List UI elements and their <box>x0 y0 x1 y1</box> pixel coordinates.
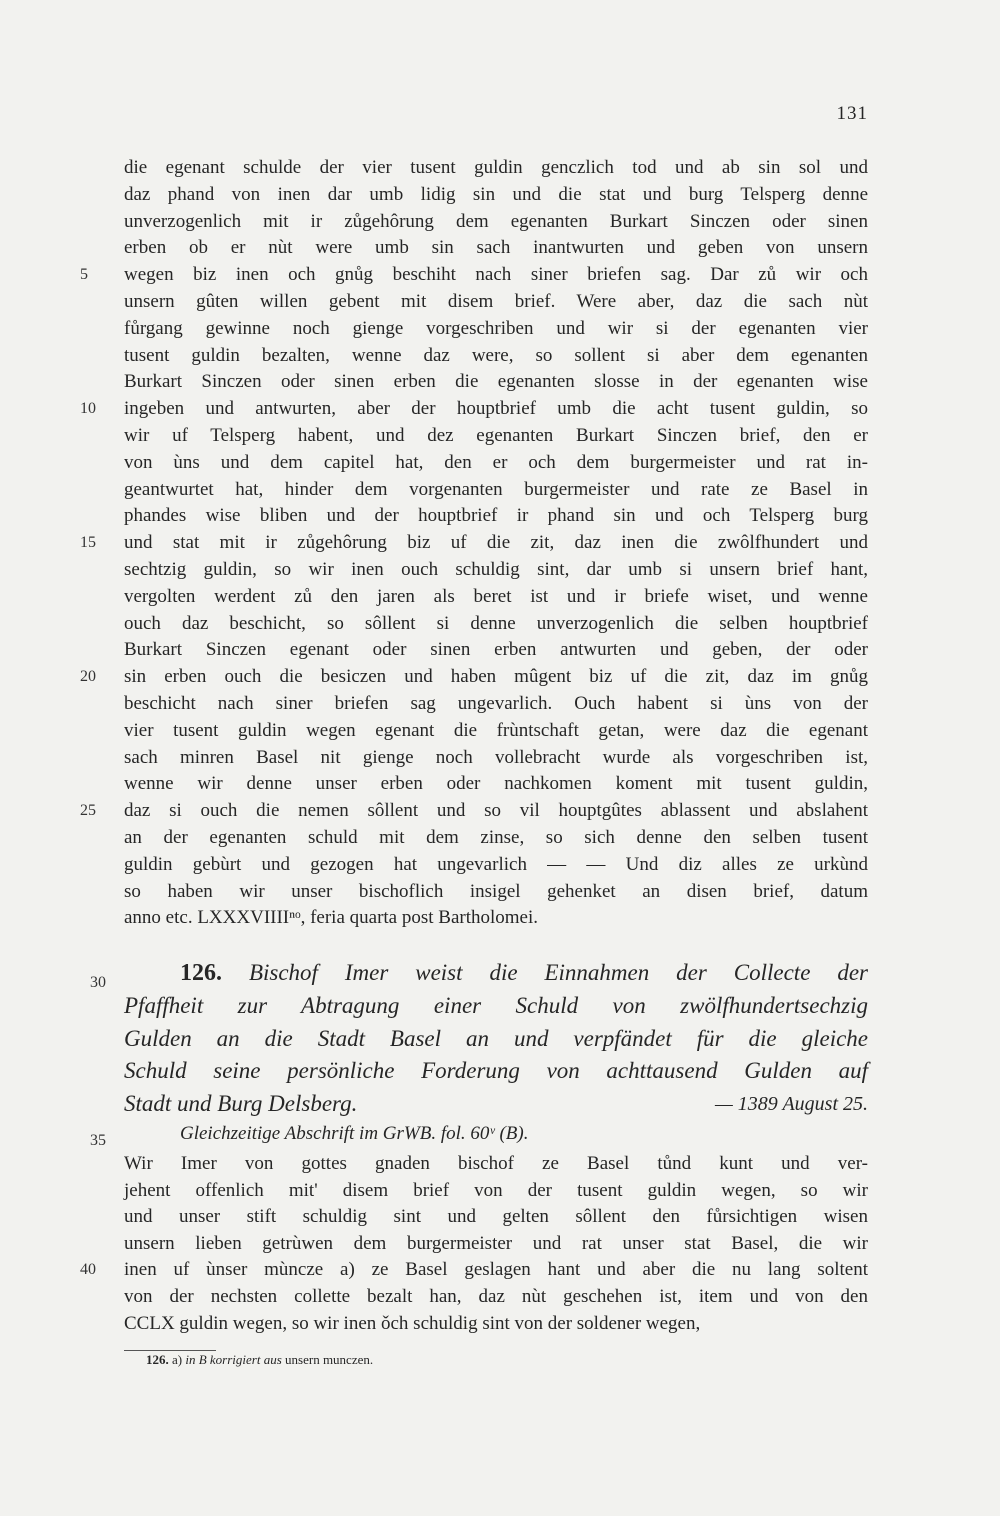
line-text: sechtzig guldin, so wir inen ouch schuldig sint, dar umb si unsern brief hant, <box>124 558 868 580</box>
document-date: — 1389 August 25. <box>715 1093 868 1116</box>
text-line <box>124 905 868 932</box>
text-line <box>80 530 868 557</box>
line-number: 20 <box>80 668 96 686</box>
line-text: Burkart Sinczen oder sinen erben die egenanten slosse in der egenanten wise <box>124 371 868 393</box>
text-line <box>124 1284 868 1311</box>
text-line <box>124 343 868 370</box>
line-number: 5 <box>80 266 88 284</box>
text-line <box>124 745 868 772</box>
footnote-text: unsern munczen. <box>285 1352 374 1367</box>
line-number: 15 <box>80 534 96 552</box>
text-line <box>124 209 868 236</box>
text-line <box>80 664 868 691</box>
text-line <box>124 825 868 852</box>
text-line <box>124 1311 868 1338</box>
text-line <box>80 798 868 825</box>
text-line <box>124 235 868 262</box>
line-text: anno etc. LXXXVIIIIⁿᵒ, feria quarta post Bartholomei. <box>124 907 539 929</box>
line-number: 40 <box>80 1261 96 1279</box>
text-line <box>80 1257 868 1284</box>
text-line <box>124 611 868 638</box>
heading-line-2: Pfaffheit zur Abtragung einer Schuld von zwölfhundertsechzig <box>124 992 868 1018</box>
line-text: sin erben ouch die besiczen und haben mûgent biz uf die zit, daz im gnůg <box>124 666 868 688</box>
text-line <box>124 771 868 798</box>
line-number: 10 <box>80 400 96 418</box>
text-line <box>124 316 868 343</box>
body-text-bottom <box>80 1151 868 1337</box>
heading-line-1 <box>124 957 868 990</box>
line-number: 25 <box>80 802 96 820</box>
line-text: daz phand von inen dar umb lidig sin und die stat und burg Telsperg denne <box>124 183 868 205</box>
line-text: von der nechsten collette bezalt han, daz nùt geschehen ist, item und von den <box>124 1285 868 1307</box>
line-text: Wir Imer von gottes gnaden bischof ze Basel tůnd kunt und ver- <box>124 1153 868 1174</box>
line-text: erben ob er nùt were umb sin sach inantwurten und geben von unsern <box>124 237 868 259</box>
text-line <box>124 1231 868 1258</box>
source-note: Gleichzeitige Abschrift im GrWB. fol. 60ᵛ (B). <box>180 1123 529 1144</box>
line-text: die egenant schulde der vier tusent guldin genczlich tod und ab sin sol und <box>124 157 868 178</box>
heading-text-5: Stadt und Burg Delsberg. <box>124 1091 358 1117</box>
line-text: wegen biz inen och gnůg beschiht nach siner briefen sag. Dar zů wir och <box>124 264 868 286</box>
text-line <box>124 155 868 182</box>
line-text: daz si ouch die nemen sôllent und so vil houptgûtes ablassent und abslahent <box>124 800 868 822</box>
line-text: sach minren Basel nit gienge noch vollebracht wurde als vorgeschriben ist, <box>124 746 868 768</box>
line-text: an der egenanten schuld mit dem zinse, so sich denne den selben tusent <box>124 826 868 848</box>
text-line <box>124 852 868 879</box>
text-line <box>124 584 868 611</box>
line-text: so haben wir unser bischoflich insigel gehenket an disen brief, datum <box>124 880 868 902</box>
line-text: fůrgang gewinne noch gienge vorgeschriben und wir si der egenanten vier <box>124 317 868 339</box>
document-number: 126. <box>180 960 222 986</box>
line-text: ouch daz beschicht, so sôllent si denne unverzogenlich die selben houptbrief <box>124 612 868 634</box>
text-line <box>124 1178 868 1205</box>
footnote <box>146 1352 373 1368</box>
line-text: CCLX guldin wegen, so wir inen ǒch schuldig sint von der soldener wegen, <box>124 1312 701 1334</box>
footnote-italic: in B korrigiert aus <box>185 1352 282 1367</box>
text-line <box>124 369 868 396</box>
footnote-divider <box>124 1350 216 1351</box>
text-line <box>124 1204 868 1231</box>
footnote-number: 126. <box>146 1352 169 1367</box>
line-text: und unser stift schuldig sint und gelten sôllent den fůrsichtigen wisen <box>124 1206 868 1228</box>
line-number-30: 30 <box>90 974 106 991</box>
text-line <box>124 557 868 584</box>
text-line <box>124 182 868 209</box>
text-line <box>124 637 868 664</box>
line-text: und stat mit ir zůgehôrung biz uf die zit, daz inen die zwôlfhundert und <box>124 532 868 554</box>
line-text: wenne wir denne unser erben oder nachkomen koment mit tusent guldin, <box>124 773 868 795</box>
line-text: jehent offenlich mit' disem brief von der tusent guldin wegen, so wir <box>124 1179 868 1201</box>
text-line <box>124 691 868 718</box>
line-text: Burkart Sinczen egenant oder sinen erben antwurten und geben, der oder <box>124 639 868 661</box>
document-heading <box>90 957 868 1121</box>
text-line <box>124 289 868 316</box>
line-text: vergolten werdent zů den jaren als beret ist und ir briefe wiset, und wenne <box>124 585 868 607</box>
line-text: unsern lieben getrùwen dem burgermeister und rat unser stat Basel, die wir <box>124 1232 868 1254</box>
line-text: tusent guldin bezalten, wenne daz were, so sollent si aber dem egenanten <box>124 344 868 366</box>
heading-line-3: Gulden an die Stadt Basel an und verpfändet für die gleiche <box>124 1025 868 1051</box>
text-line <box>80 396 868 423</box>
line-text: von ùns und dem capitel hat, den er och dem burgermeister und rat in- <box>124 451 868 473</box>
heading-line-4: Schuld seine persönliche Forderung von achttausend Gulden auf <box>124 1058 868 1084</box>
text-line <box>124 423 868 450</box>
heading-text-1: Bischof Imer weist die Einnahmen der Collecte der <box>248 960 868 985</box>
line-text: guldin gebùrt und gezogen hat ungevarlich — — Und diz alles ze urkùnd <box>124 853 868 875</box>
line-text: unsern gûten willen gebent mit disem brief. Were aber, daz die sach nùt <box>124 290 868 312</box>
line-text: vier tusent guldin wegen egenant die frùntschaft getan, were daz die egenant <box>124 719 868 741</box>
text-line <box>124 718 868 745</box>
footnote-marker: a) <box>172 1352 183 1367</box>
body-text-top <box>80 155 868 932</box>
page-number: 131 <box>836 103 868 124</box>
line-text: unverzogenlich mit ir zůgehôrung dem egenanten Burkart Sinczen oder sinen <box>124 210 868 232</box>
line-text: wir uf Telsperg habent, und dez egenanten Burkart Sinczen brief, den er <box>124 424 868 446</box>
line-text: ingeben und antwurten, aber der houptbrief umb die acht tusent guldin, so <box>124 398 868 420</box>
text-line <box>124 1151 868 1178</box>
text-line <box>124 879 868 906</box>
text-line <box>124 503 868 530</box>
text-line <box>124 477 868 504</box>
line-number-35: 35 <box>90 1132 106 1149</box>
line-text: inen uf ùnser mùncze a) ze Basel geslagen hant und aber die nu lang soltent <box>124 1259 868 1281</box>
line-text: phandes wise bliben und der houptbrief ir phand sin und och Telsperg burg <box>124 505 868 527</box>
line-text: beschicht nach siner briefen sag ungevarlich. Ouch habent si ùns von der <box>124 692 868 714</box>
text-line <box>80 262 868 289</box>
text-line <box>124 450 868 477</box>
heading-line-5 <box>124 1088 868 1121</box>
line-text: geantwurtet hat, hinder dem vorgenanten burgermeister und rate ze Basel in <box>124 478 868 500</box>
